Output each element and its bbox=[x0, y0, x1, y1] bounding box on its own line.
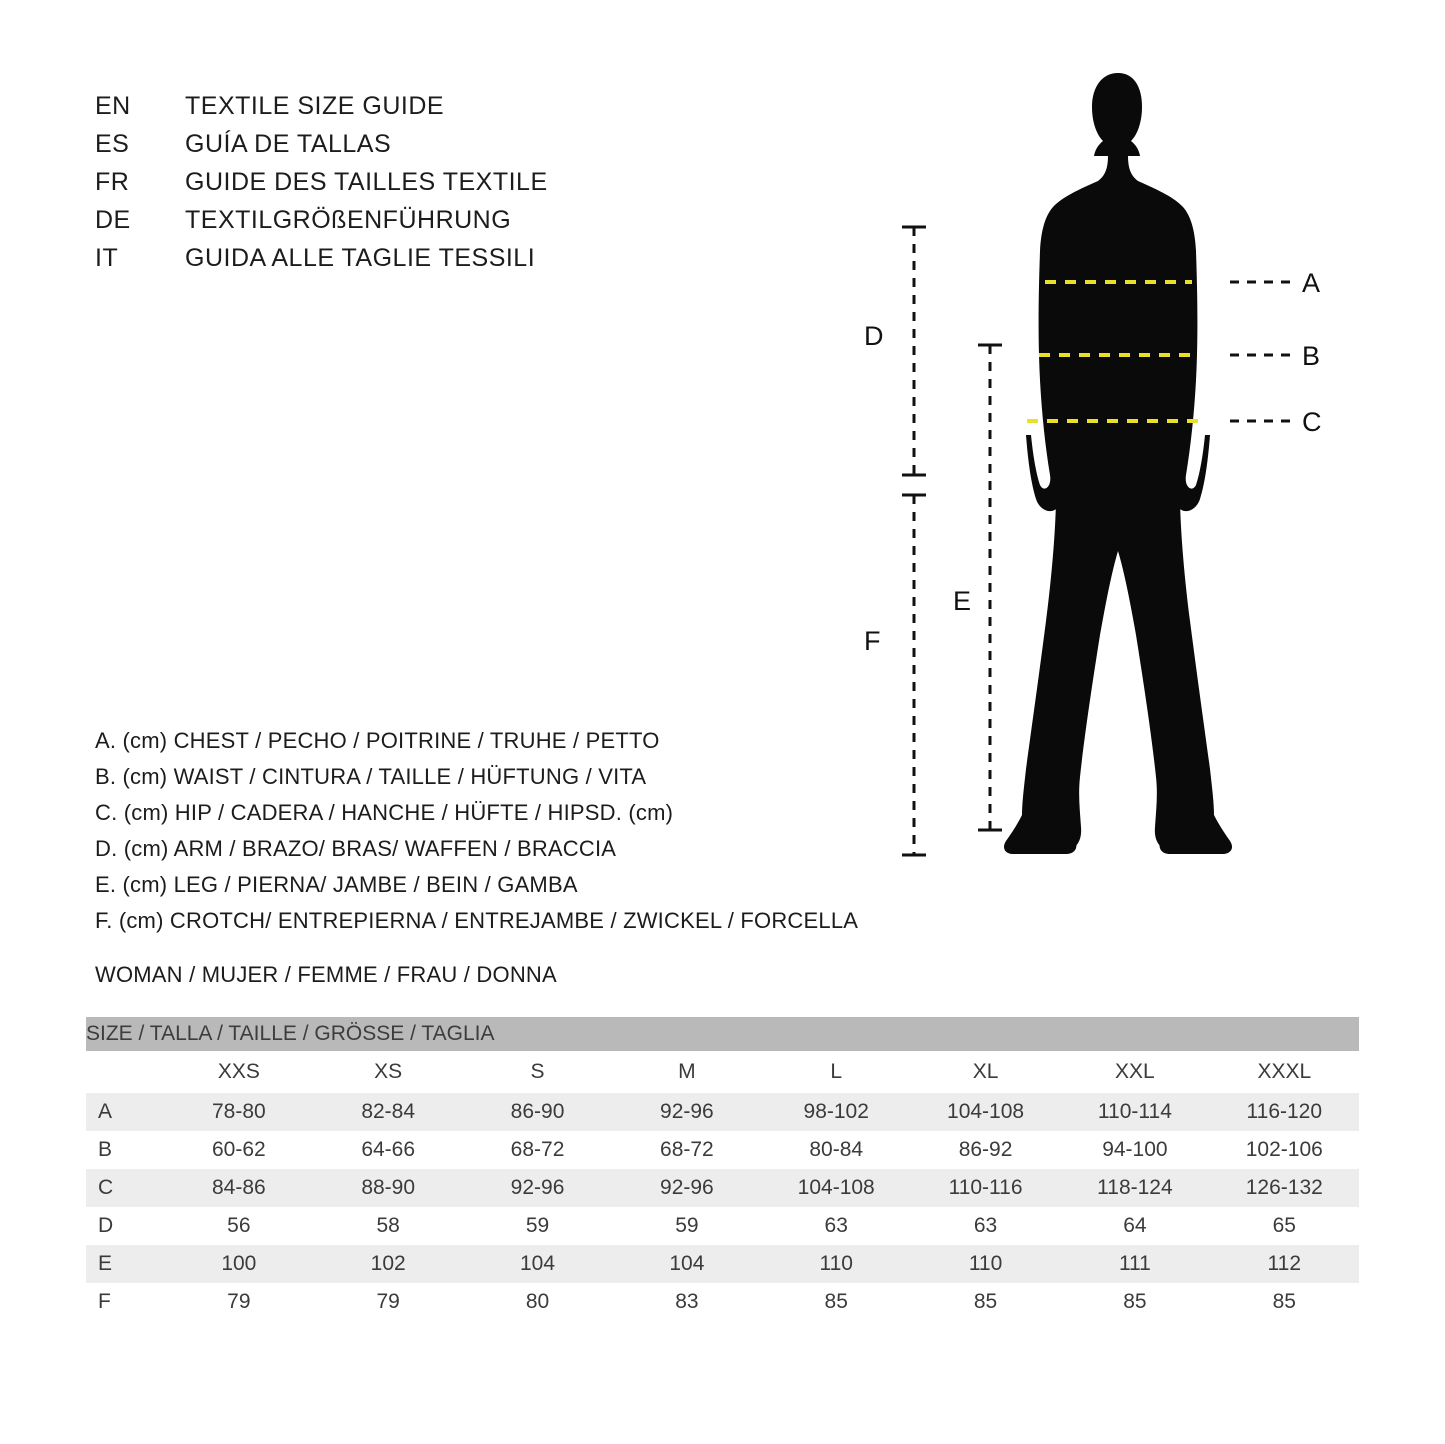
size-table bbox=[86, 1017, 1359, 1321]
cell-b-m: 68-72 bbox=[612, 1131, 761, 1169]
cell-d-xs: 58 bbox=[314, 1207, 463, 1245]
cell-c-m: 92-96 bbox=[612, 1169, 761, 1207]
legend-block bbox=[95, 723, 925, 939]
legend-item-e: E. (cm) LEG / PIERNA/ JAMBE / BEIN / GAMBA bbox=[95, 872, 578, 897]
cell-b-s: 68-72 bbox=[463, 1131, 612, 1169]
header-l: L bbox=[762, 1051, 911, 1093]
callout-c: C bbox=[1302, 407, 1322, 437]
cell-f-xxl: 85 bbox=[1060, 1283, 1209, 1321]
header-xxxl: XXXL bbox=[1210, 1051, 1359, 1093]
cell-e-l: 110 bbox=[762, 1245, 911, 1283]
cell-d-l: 63 bbox=[762, 1207, 911, 1245]
legend-item-c: C. (cm) HIP / CADERA / HANCHE / HÜFTE / HIPSD. (cm) bbox=[95, 800, 674, 825]
legend-item-d: D. (cm) ARM / BRAZO/ BRAS/ WAFFEN / BRACCIA bbox=[95, 836, 617, 861]
header-m: M bbox=[612, 1051, 761, 1093]
cell-a-xl: 104-108 bbox=[911, 1093, 1060, 1131]
cell-e-xxxl: 112 bbox=[1210, 1245, 1359, 1283]
title-lang-it: IT bbox=[95, 244, 119, 272]
bracket-label-f: F bbox=[864, 626, 881, 656]
cell-c-xxxl: 126-132 bbox=[1210, 1169, 1359, 1207]
title-text-de: TEXTILGRÖßENFÜHRUNG bbox=[185, 206, 512, 234]
title-lang-fr: FR bbox=[95, 168, 130, 196]
table-row bbox=[86, 1283, 1359, 1321]
title-row-es bbox=[95, 130, 795, 168]
row-label-b: B bbox=[86, 1131, 164, 1169]
title-text-it: GUIDA ALLE TAGLIE TESSILI bbox=[185, 244, 536, 272]
legend-item-f: F. (cm) CROTCH/ ENTREPIERNA / ENTREJAMBE / ZWICKEL / FORCELLA bbox=[95, 908, 859, 933]
bracket-label-d: D bbox=[864, 321, 884, 351]
row-label-e: E bbox=[86, 1245, 164, 1283]
cell-c-s: 92-96 bbox=[463, 1169, 612, 1207]
bracket-e bbox=[978, 345, 1002, 830]
cell-c-xs: 88-90 bbox=[314, 1169, 463, 1207]
cell-b-xxxl: 102-106 bbox=[1210, 1131, 1359, 1169]
title-row-en bbox=[95, 92, 795, 130]
cell-d-xxxl: 65 bbox=[1210, 1207, 1359, 1245]
header-xxs: XXS bbox=[164, 1051, 313, 1093]
callout-labels bbox=[1302, 268, 1322, 437]
header-corner bbox=[86, 1051, 164, 1093]
table-row bbox=[86, 1169, 1359, 1207]
cell-a-xxs: 78-80 bbox=[164, 1093, 313, 1131]
table-row bbox=[86, 1245, 1359, 1283]
cell-f-l: 85 bbox=[762, 1283, 911, 1321]
title-text-es: GUÍA DE TALLAS bbox=[185, 130, 392, 158]
size-table-title: SIZE / TALLA / TAILLE / GRÖSSE / TAGLIA bbox=[86, 1017, 1359, 1051]
cell-e-s: 104 bbox=[463, 1245, 612, 1283]
cell-b-l: 80-84 bbox=[762, 1131, 911, 1169]
cell-f-xl: 85 bbox=[911, 1283, 1060, 1321]
cell-e-xl: 110 bbox=[911, 1245, 1060, 1283]
row-label-a: A bbox=[86, 1093, 164, 1131]
title-row-de bbox=[95, 206, 795, 244]
title-text-en: TEXTILE SIZE GUIDE bbox=[185, 92, 445, 120]
cell-a-s: 86-90 bbox=[463, 1093, 612, 1131]
table-row bbox=[86, 1131, 1359, 1169]
cell-e-xxl: 111 bbox=[1060, 1245, 1209, 1283]
title-row-fr bbox=[95, 168, 795, 206]
cell-b-xxs: 60-62 bbox=[164, 1131, 313, 1169]
cell-b-xl: 86-92 bbox=[911, 1131, 1060, 1169]
bracket-label-e: E bbox=[953, 586, 972, 616]
size-table-title-row bbox=[86, 1017, 1359, 1051]
cell-e-xxs: 100 bbox=[164, 1245, 313, 1283]
cell-f-m: 83 bbox=[612, 1283, 761, 1321]
header-s: S bbox=[463, 1051, 612, 1093]
cell-c-xxs: 84-86 bbox=[164, 1169, 313, 1207]
callout-a: A bbox=[1302, 268, 1321, 298]
title-lang-en: EN bbox=[95, 92, 131, 120]
title-lang-es: ES bbox=[95, 130, 130, 158]
cell-e-xs: 102 bbox=[314, 1245, 463, 1283]
cell-f-s: 80 bbox=[463, 1283, 612, 1321]
row-label-d: D bbox=[86, 1207, 164, 1245]
cell-b-xs: 64-66 bbox=[314, 1131, 463, 1169]
cell-d-m: 59 bbox=[612, 1207, 761, 1245]
title-block bbox=[95, 92, 795, 282]
callout-b: B bbox=[1302, 341, 1321, 371]
cell-f-xxs: 79 bbox=[164, 1283, 313, 1321]
cell-a-xxxl: 116-120 bbox=[1210, 1093, 1359, 1131]
cell-d-xxs: 56 bbox=[164, 1207, 313, 1245]
cell-a-l: 98-102 bbox=[762, 1093, 911, 1131]
cell-c-l: 104-108 bbox=[762, 1169, 911, 1207]
subject-label: WOMAN / MUJER / FEMME / FRAU / DONNA bbox=[95, 962, 557, 987]
cell-b-xxl: 94-100 bbox=[1060, 1131, 1209, 1169]
row-label-f: F bbox=[86, 1283, 164, 1321]
size-table-wrap bbox=[86, 1017, 1359, 1321]
cell-d-xl: 63 bbox=[911, 1207, 1060, 1245]
cell-a-xs: 82-84 bbox=[314, 1093, 463, 1131]
header-xs: XS bbox=[314, 1051, 463, 1093]
callout-leaders bbox=[1230, 282, 1292, 421]
cell-c-xl: 110-116 bbox=[911, 1169, 1060, 1207]
title-lang-de: DE bbox=[95, 206, 131, 234]
cell-a-xxl: 110-114 bbox=[1060, 1093, 1209, 1131]
legend-item-a: A. (cm) CHEST / PECHO / POITRINE / TRUHE / PETTO bbox=[95, 728, 660, 753]
table-row bbox=[86, 1207, 1359, 1245]
cell-c-xxl: 118-124 bbox=[1060, 1169, 1209, 1207]
cell-d-xxl: 64 bbox=[1060, 1207, 1209, 1245]
size-table-header-row bbox=[86, 1051, 1359, 1093]
table-row bbox=[86, 1093, 1359, 1131]
title-row-it bbox=[95, 244, 795, 282]
cell-a-m: 92-96 bbox=[612, 1093, 761, 1131]
legend-item-b: B. (cm) WAIST / CINTURA / TAILLE / HÜFTUNG / VITA bbox=[95, 764, 647, 789]
cell-e-m: 104 bbox=[612, 1245, 761, 1283]
cell-f-xxxl: 85 bbox=[1210, 1283, 1359, 1321]
cell-d-s: 59 bbox=[463, 1207, 612, 1245]
bracket-d bbox=[902, 227, 926, 475]
header-xl: XL bbox=[911, 1051, 1060, 1093]
body-silhouette bbox=[1004, 73, 1232, 854]
title-text-fr: GUIDE DES TAILLES TEXTILE bbox=[185, 168, 548, 196]
header-xxl: XXL bbox=[1060, 1051, 1209, 1093]
row-label-c: C bbox=[86, 1169, 164, 1207]
cell-f-xs: 79 bbox=[314, 1283, 463, 1321]
